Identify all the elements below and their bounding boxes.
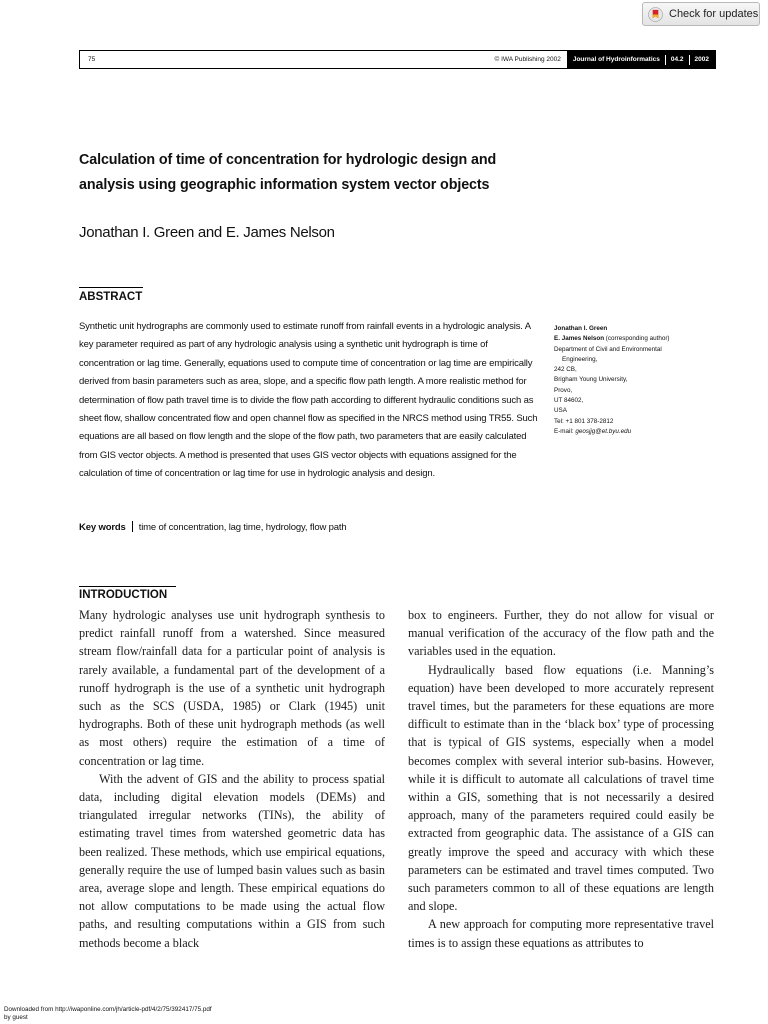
- affil-address-2: Brigham Young University,: [554, 376, 628, 384]
- affil-author-2-note: (corresponding author): [604, 335, 670, 343]
- keywords-separator: [132, 521, 133, 532]
- affil-dept-1: Department of Civil and Environmental: [554, 345, 662, 353]
- paragraph: Many hydrologic analyses use unit hydrograph synthesis to predict rainfall runoff from a watershed. Since measured stream flow/rainfall data for a particular point of analysis is rarely available, a fundamental part of the development of a runoff hydrograph is the use of a synthetic unit hydrograph such as the SCS (USDA, 1985) or Clark (1945) unit hydrographs. Both of these unit hydrograph methods (as well as most others) require the estimation of a time of concentration or lag time.: [79, 608, 385, 768]
- paragraph: With the advent of GIS and the ability to process spatial data, including digital elevation models (DEMs) and triangulated irregular networks (TINs), the ability of estimating travel times from watershed geometric data has been realized. These methods, which use empirical equations, generally require the use of lumped basin values such as basin area, average slope and length. These empirical equations do not allow computations to be made using the actual flow paths, and resulting computations within a GIS from such methods become a black: [79, 771, 385, 950]
- affil-tel: Tel: +1 801 378-2812: [554, 417, 614, 425]
- crossmark-icon: [648, 7, 663, 22]
- affil-address-4: UT 84602,: [554, 397, 584, 405]
- footer-guest-line: by guest: [4, 1014, 28, 1021]
- article-title: Calculation of time of concentration for hydrologic design and analysis using geographic information system vector objects: [79, 152, 497, 193]
- affil-address-5: USA: [554, 407, 567, 415]
- page-number: 75: [88, 56, 96, 63]
- journal-name-block: [567, 51, 715, 68]
- affil-dept-2: Engineering,: [562, 355, 598, 363]
- affil-email-link[interactable]: geosjjg@et.byu.edu: [575, 427, 632, 435]
- author-affiliation: [554, 324, 724, 437]
- separator: [689, 55, 690, 65]
- download-footer: [4, 1006, 212, 1022]
- affil-author-2: E. James Nelson: [554, 335, 605, 343]
- check-for-updates-button[interactable]: [642, 2, 760, 26]
- journal-issue: 04.2: [670, 56, 684, 63]
- body-column-left: [79, 606, 385, 952]
- paragraph: Hydraulically based flow equations (i.e. Manning’s equation) have been developed to more accurately represent travel times, but the parameters for these equations are more difficult to estimate than in the ‘black box’ type of processing that is typical of GIS systems, especially when a model becomes complex with several interior sub-basins. However, while it is difficult to automate all calculations of travel time within a GIS, something that is not necessarily a desired approach, many of the parameters required could easily be extracted from geographic data. The assistance of a GIS can greatly improve the speed and accuracy with which these parameters can be estimated and travel times computed. Two such parameters common to all of these equations are length and slope.: [408, 662, 714, 914]
- journal-name: Journal of Hydroinformatics: [572, 56, 660, 63]
- abstract-text: Synthetic unit hydrographs are commonly used to estimate runoff from rainfall events in a hydrologic analysis. A key parameter required as part of any hydrologic analysis using a synthetic unit hydrograph is time of concentration or lag time. Generally, equations used to compute time of concentration or lag time are empirically derived from basin parameters such as area, slope, and a specific flow path length. A more realistic method for determination of flow path travel time is to divide the flow path according to different hydraulic conditions such as sheet flow, shallow concentrated flow and open channel flow as specified in the NRCS method using TR55. Such equations are all based on flow length and the slope of the flow path, two parameters that are easily calculated from GIS vector objects. A method is presented that uses GIS vector objects with equations assigned for the calculation of time of concentration or lag time for use in hydrologic analysis and design.: [79, 321, 538, 480]
- footer-download-line[interactable]: Downloaded from http://iwaponline.com/jh/article-pdf/4/2/75/392417/75.pdf: [4, 1006, 212, 1013]
- paragraph: A new approach for computing more representative travel times is to assign these equations as attributes to: [408, 917, 714, 950]
- publisher-copyright: © IWA Publishing 2002: [494, 56, 561, 63]
- keywords-label: Key words: [79, 522, 126, 533]
- check-for-updates-label: Check for updates: [669, 8, 759, 20]
- affil-address-1: 242 CB,: [554, 366, 577, 374]
- body-column-right: [408, 606, 714, 952]
- heading-rule: [79, 287, 143, 288]
- affil-author-1: Jonathan I. Green: [554, 325, 608, 332]
- journal-year: 2002: [694, 56, 709, 63]
- abstract-heading: ABSTRACT: [79, 291, 143, 303]
- affil-address-3: Provo,: [554, 386, 573, 394]
- separator: [665, 55, 666, 65]
- keywords-list: time of concentration, lag time, hydrology, flow path: [138, 522, 347, 533]
- keywords-line: [79, 521, 545, 533]
- article-authors: Jonathan I. Green and E. James Nelson: [79, 224, 335, 241]
- heading-rule: [79, 586, 176, 587]
- affil-email-label: E-mail:: [554, 427, 576, 435]
- journal-header-bar: [79, 50, 716, 69]
- paragraph: box to engineers. Further, they do not allow for visual or manual verification of the accuracy of the flow path and the variables used in the equation.: [408, 608, 714, 659]
- introduction-heading: INTRODUCTION: [79, 589, 168, 601]
